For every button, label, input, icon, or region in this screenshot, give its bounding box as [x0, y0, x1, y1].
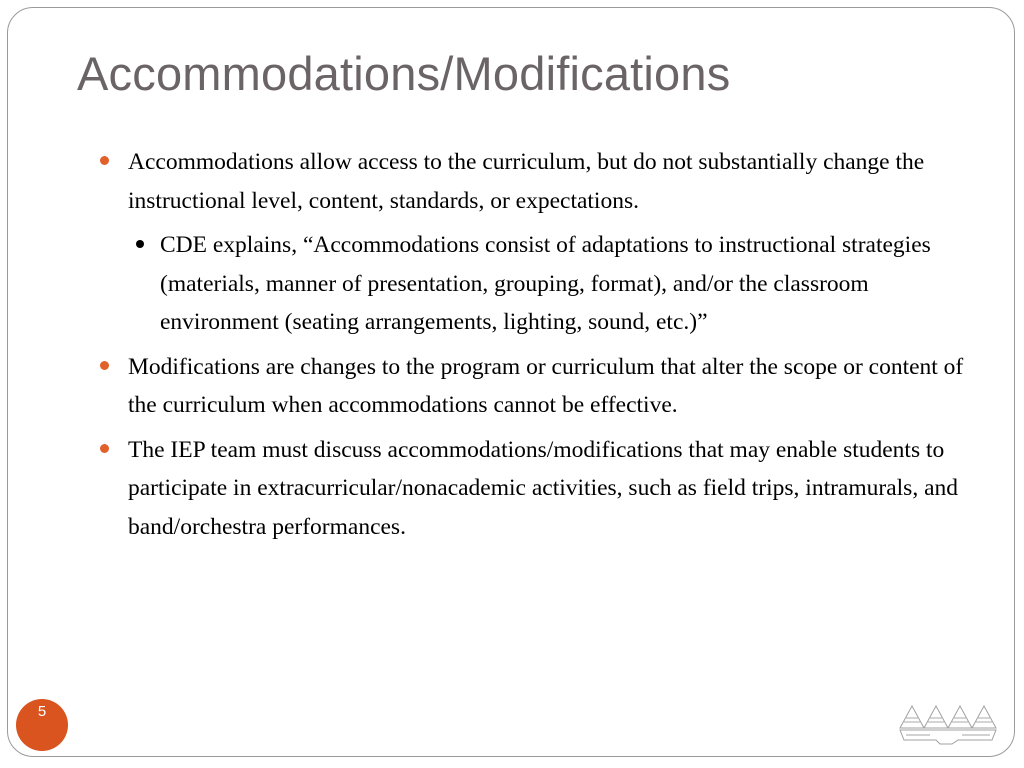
- slide-title: Accommodations/Modifications: [77, 47, 731, 100]
- sub-bullet-item: [132, 226, 980, 342]
- bullet-item: [100, 431, 980, 547]
- bullet-dot-icon: [100, 156, 109, 165]
- bullet-text: Modifications are changes to the program or curriculum that alter the scope or content of the curriculum when accommodations cannot be effective.: [128, 353, 964, 418]
- slide-content: [100, 143, 980, 552]
- sub-bullet-dot-icon: [136, 240, 144, 248]
- bullet-item: [100, 143, 980, 220]
- sub-bullet-text: CDE explains, “Accommodations consist of adaptations to instructional strategies (materials, manner of presentation, grouping, format), and/or the classroom environment (seating arrangements, lighting, sound, etc.)”: [160, 232, 931, 335]
- bullet-text: Accommodations allow access to the curriculum, but do not substantially change the instructional level, content, standards, or expectations.: [128, 149, 925, 214]
- page-number-badge: 5: [16, 699, 68, 751]
- bullet-item: [100, 348, 980, 425]
- bullet-dot-icon: [100, 361, 109, 370]
- pyramids-logo-icon: [896, 700, 1000, 746]
- bullet-text: The IEP team must discuss accommodations/modifications that may enable students to participate in extracurricular/nonacademic activities, such as field trips, intramurals, and band/orchestra performances.: [128, 436, 959, 540]
- bullet-dot-icon: [100, 444, 109, 453]
